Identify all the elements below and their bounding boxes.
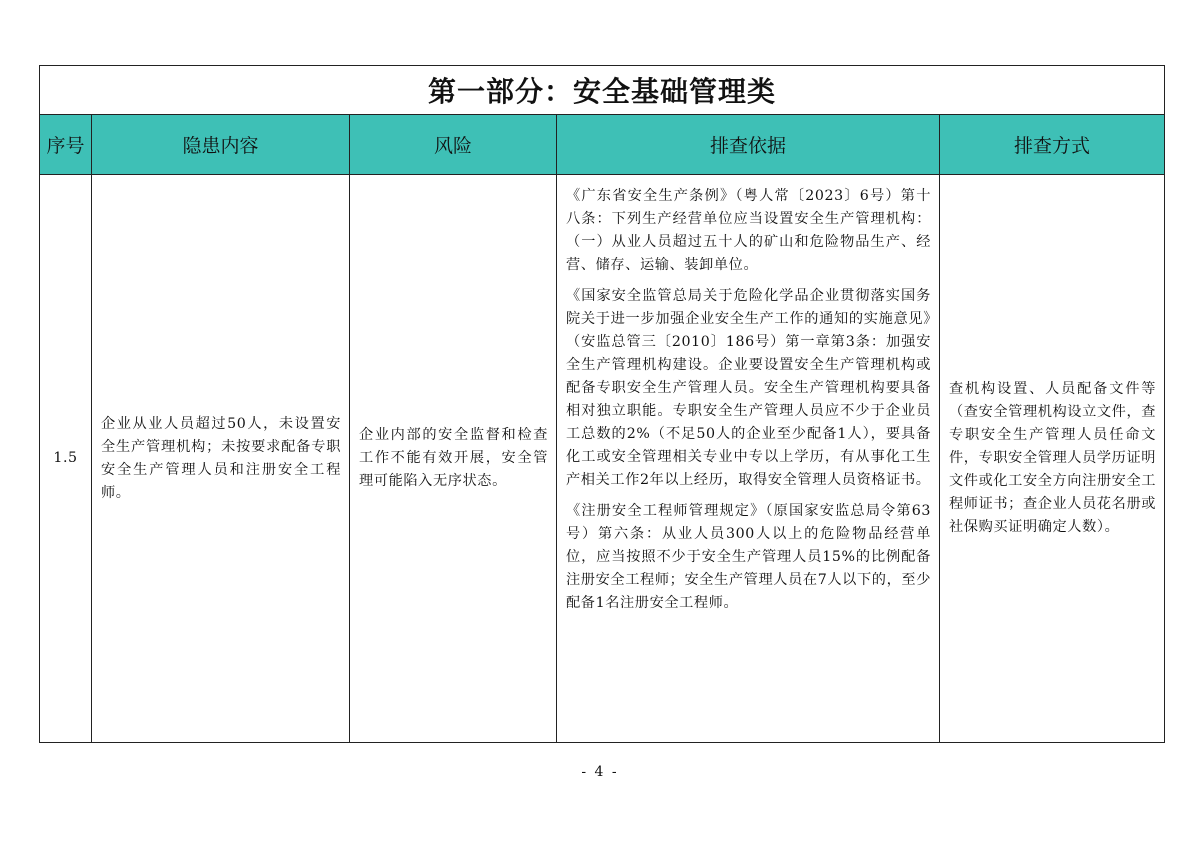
header-method: 排查方式: [940, 115, 1165, 175]
row-number: 1.5: [40, 175, 92, 743]
header-no: 序号: [40, 115, 92, 175]
method-content: 查机构设置、人员配备文件等（查安全管理机构设立文件，查专职安全生产管理人员任命文件，专职安全管理人员学历证明文件或化工安全方向注册安全工程师证书；查企业人员花名册或社保购买证明确定人数）。: [940, 175, 1165, 743]
risk-content: 企业内部的安全监督和检查工作不能有效开展，安全管理可能陷入无序状态。: [350, 175, 557, 743]
table-title: 第一部分：安全基础管理类: [40, 66, 1165, 115]
basis-content: [557, 175, 940, 743]
header-basis: 排查依据: [557, 115, 940, 175]
basis-paragraph: 《注册安全工程师管理规定》（原国家安监总局令第63号）第六条：从业人员300人以上的危险物品经营单位，应当按照不少于安全生产管理人员15%的比例配备注册安全工程师；安全生产管理人员在7人以下的，至少配备1名注册安全工程师。: [566, 503, 931, 611]
page-number: - 4 -: [581, 764, 619, 780]
basis-paragraph: 《广东省安全生产条例》（粤人常〔2023〕6号）第十八条：下列生产经营单位应当设置安全生产管理机构：（一）从业人员超过五十人的矿山和危险物品生产、经营、储存、运输、装卸单位。: [566, 188, 931, 273]
header-risk: 风险: [350, 115, 557, 175]
table-header-row: [40, 115, 1165, 175]
hazard-content: 企业从业人员超过50人，未设置安全生产管理机构；未按要求配备专职安全生产管理人员和注册安全工程师。: [92, 175, 350, 743]
header-hazard: 隐患内容: [92, 115, 350, 175]
basis-paragraph: 《国家安全监管总局关于危险化学品企业贯彻落实国务院关于进一步加强企业安全生产工作的通知的实施意见》（安监总管三〔2010〕186号）第一章第3条：加强安全生产管理机构建设。企业要设置安全生产管理机构或配备专职安全生产管理人员。安全生产管理机构要具备相对独立职能。专职安全生产管理人员应不少于企业员工总数的2%（不足50人的企业至少配备1人），要具备化工或安全管理相关专业中专以上学历，有从事化工生产相关工作2年以上经历，取得安全管理人员资格证书。: [566, 288, 931, 488]
hazard-table: [39, 65, 1165, 743]
table-title-row: [40, 66, 1165, 115]
table-row: [40, 175, 1165, 743]
